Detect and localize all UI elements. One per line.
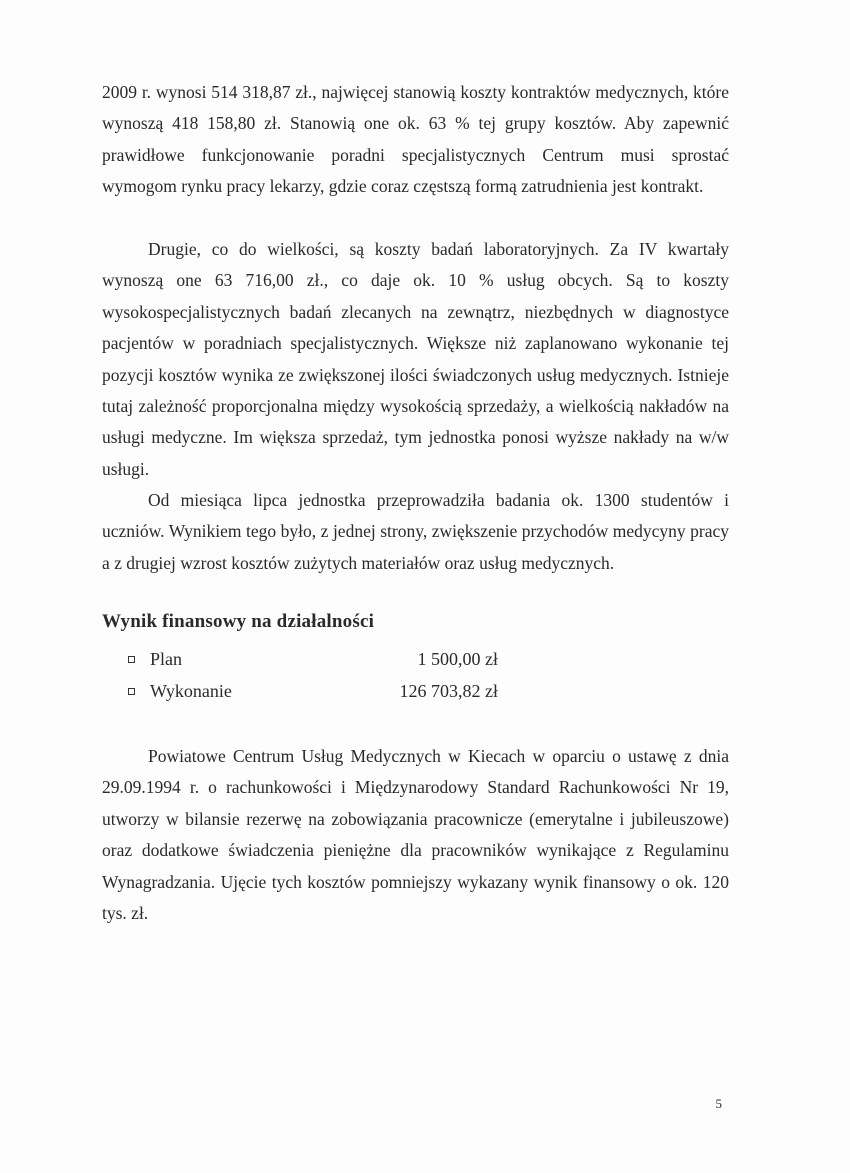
result-value: 126 703,82 zł xyxy=(399,681,498,701)
result-value: 1 500,00 zł xyxy=(417,649,498,669)
result-row-execution xyxy=(128,676,508,706)
section-heading-financial-result: Wynik finansowy na działalności xyxy=(102,611,375,632)
paragraph-student-examinations: Od miesiąca lipca jednostka przeprowadziła badania ok. 1300 studentów i uczniów. Wynikiem tego było, z jednej strony, zwiększenie przychodów medycyny pracy a z drugiej wzrost kosztów zużytych materiałów oraz usług medycznych. xyxy=(102,490,729,573)
square-bullet-icon xyxy=(128,656,135,663)
result-label: Plan xyxy=(150,649,183,669)
paragraph-lab-costs: Drugie, co do wielkości, są koszty badań laboratoryjnych. Za IV kwartały wynoszą one 63 716,00 zł., co daje ok. 10 % usług obcych. Są to koszty wysokospecjalistycznych badań zlecanych na zewnątrz, niezbędnych w diagnostyce pacjentów w poradniach specjalistycznych. Większe niż zaplanowano wykonanie tej pozycji kosztów wynika ze zwiększonej ilości świadczonych usług medycznych. Istnieje tutaj zależność proporcjonalna między wysokością sprzedaży, a wielkością nakładów na usługi medyczne. Im większa sprzedaż, tym jednostka ponosi wyższe nakłady na w/w usługi. xyxy=(102,239,729,479)
paragraph-reserves: Powiatowe Centrum Usług Medycznych w Kiecach w oparciu o ustawę z dnia 29.09.1994 r. o rachunkowości i Międzynarodowy Standard Rachunkowości Nr 19, utworzy w bilansie rezerwę na zobowiązania pracownicze (emerytalne i jubileuszowe) oraz dodatkowe świadczenia pieniężne dla pracowników wynikające z Regulaminu Wynagradzania. Ujęcie tych kosztów pomniejszy wykazany wynik finansowy o ok. 120 tys. zł. xyxy=(102,746,729,924)
page-number: 5 xyxy=(715,1096,722,1111)
result-label: Wykonanie xyxy=(150,681,232,701)
paragraph-costs-contracts: 2009 r. wynosi 514 318,87 zł., najwięcej stanowią koszty kontraktów medycznych, które wynoszą 418 158,80 zł. Stanowią one ok. 63 % tej grupy kosztów. Aby zapewnić prawidłowe funkcjonowanie poradni specjalistycznych Centrum musi sprostać wymogom rynku pracy lekarzy, gdzie coraz częstszą formą zatrudnienia jest kontrakt. xyxy=(102,82,729,197)
square-bullet-icon xyxy=(128,688,135,695)
result-row-plan xyxy=(128,644,508,674)
